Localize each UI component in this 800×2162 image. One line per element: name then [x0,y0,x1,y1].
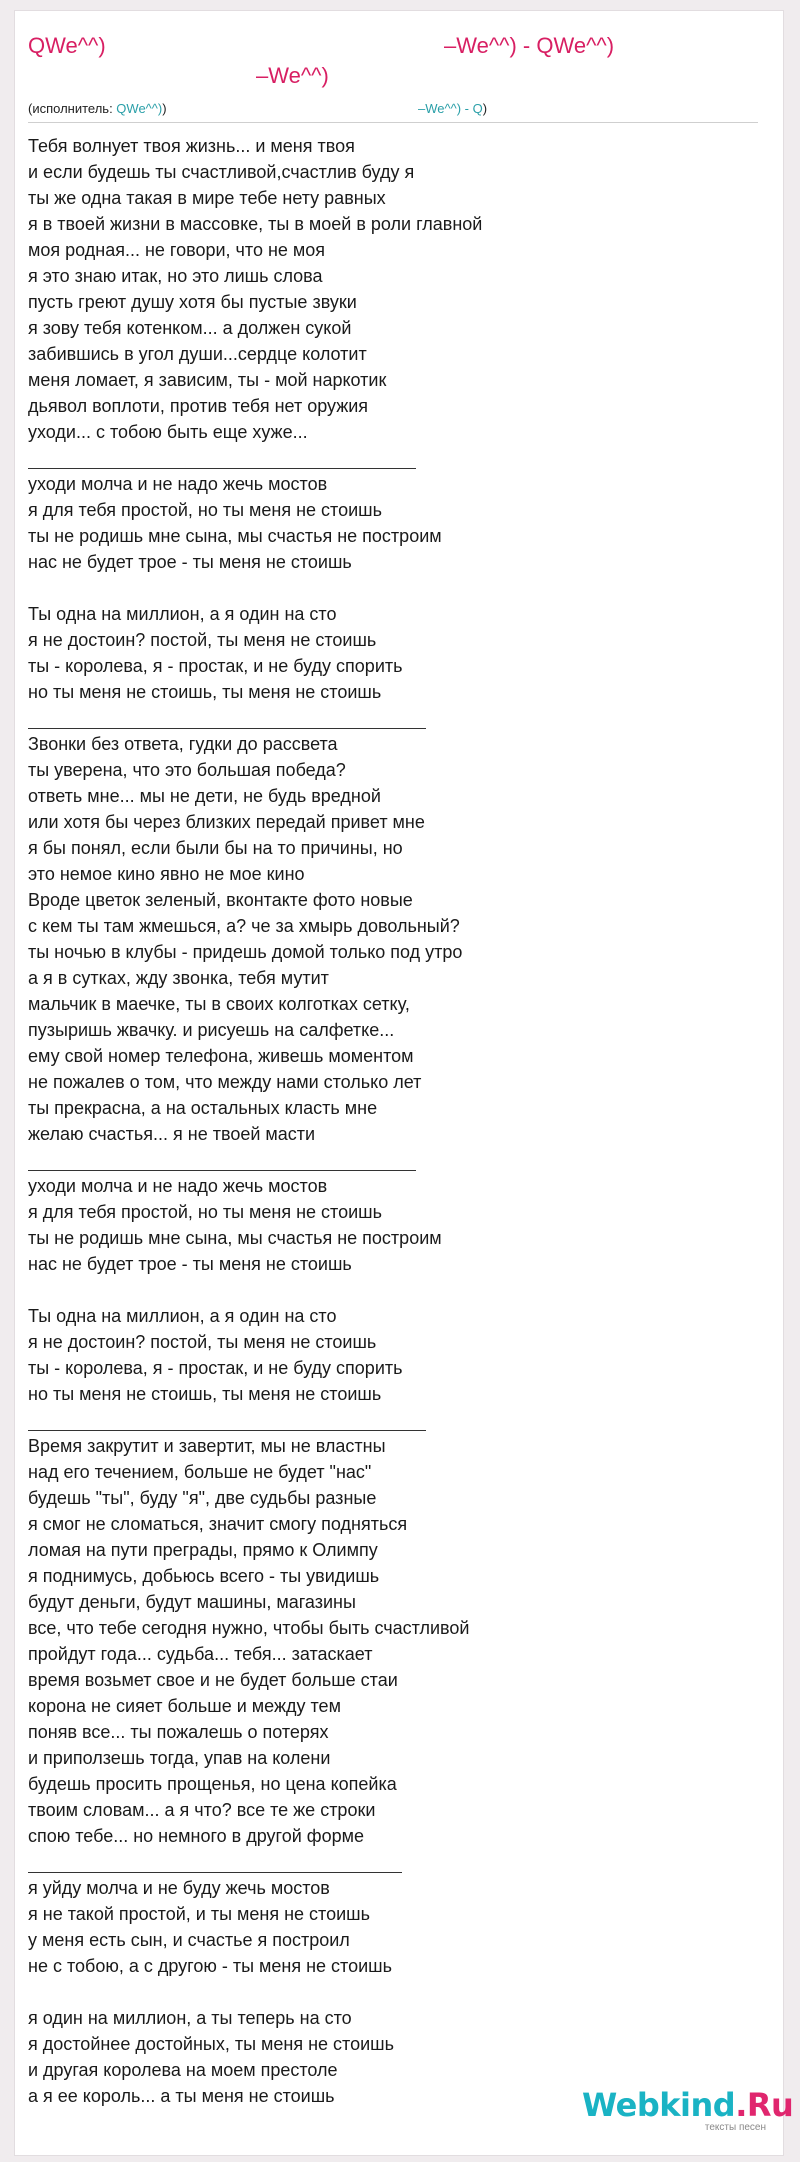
lyric-line: я поднимусь, добьюсь всего - ты увидишь [28,1566,380,1586]
lyric-line: ты уверена, что это большая победа? [28,760,346,780]
lyric-line: и приползешь тогда, упав на колени [28,1748,331,1768]
title-song: –We^^) - QWe^^) [444,33,615,58]
lyric-line: Ты одна на миллион, а я один на сто [28,604,337,624]
lyric-line: пусть греют душу хотя бы пустые звуки [28,292,357,312]
lyric-line: Ты одна на миллион, а я один на сто [28,1306,337,1326]
lyric-line: я зову тебя котенком... а должен сукой [28,318,352,338]
lyric-line: уходи молча и не надо жечь мостов [28,474,328,494]
lyric-line: я в твоей жизни в массовке, ты в моей в роли главной [28,214,483,234]
lyric-line: уходи молча и не надо жечь мостов [28,1176,328,1196]
lyric-line: меня ломает, я зависим, ты - мой наркотик [28,370,387,390]
lyric-line: с кем ты там жмешься, а? че за хмырь довольный? [28,916,460,936]
lyric-line: поняв все... ты пожалешь о потерях [28,1722,329,1742]
lyric-line: и другая королева на моем престоле [28,2060,338,2080]
lyric-line: я достойнее достойных, ты меня не стоишь [28,2034,394,2054]
lyric-line: я не достоин? постой, ты меня не стоишь [28,630,377,650]
lyric-line: я бы понял, если были бы на то причины, но [28,838,403,858]
lyric-line: пузыришь жвачку. и рисуешь на салфетке... [28,1020,395,1040]
lyric-line: Время закрутит и завертит, мы не властны [28,1436,386,1456]
divider-rule [28,1872,402,1873]
lyric-line: пройдут года... судьба... тебя... затаскает [28,1644,373,1664]
lyric-line: ты - королева, я - простак, и не буду спорить [28,1358,403,1378]
divider-rule [28,728,426,729]
lyric-line: Вроде цветок зеленый, вконтакте фото новые [28,890,413,910]
performer-close: ) [162,101,167,116]
lyric-line: ты ночью в клубы - придешь домой только под утро [28,942,463,962]
lyrics-body [28,133,768,2109]
title-song-continued: –We^^) [256,63,329,88]
lyric-line: я не достоин? постой, ты меня не стоишь [28,1332,377,1352]
lyric-line: желаю счастья... я не твоей масти [28,1124,316,1144]
divider-rule [28,1430,426,1431]
section-divider [28,1849,768,1875]
logo-tagline: тексты песен [704,2122,766,2133]
song-close: ) [482,101,488,116]
lyric-line: забившись в угол души...сердце колотит [28,344,367,364]
divider-rule [28,1170,416,1171]
stanza-gap [28,1979,768,2005]
lyric-line: Звонки без ответа, гудки до рассвета [28,734,338,754]
stanza-gap [28,575,768,601]
lyric-line: моя родная... не говори, что не моя [28,240,326,260]
lyric-line: время возьмет свое и не будет больше стаи [28,1670,398,1690]
lyric-line: у меня есть сын, и счастье я построил [28,1930,350,1950]
lyric-line: корона не сияет больше и между тем [28,1696,341,1716]
lyric-line: спою тебе... но немного в другой форме [28,1826,364,1846]
lyric-line: уходи... с тобою быть еще хуже... [28,422,308,442]
lyric-line: все, что тебе сегодня нужно, чтобы быть счастливой [28,1618,470,1638]
logo-tld: .Ru [735,2086,794,2124]
section-divider [28,705,768,731]
lyric-line: я для тебя простой, но ты меня не стоишь [28,500,382,520]
lyric-line: ты - королева, я - простак, и не буду спорить [28,656,403,676]
section-divider [28,1147,768,1173]
lyric-line: будешь "ты", буду "я", две судьбы разные [28,1488,377,1508]
site-logo[interactable] [582,2085,794,2135]
lyric-line: и если будешь ты счастливой,счастлив буду я [28,162,415,182]
lyric-line: будешь просить прощенья, но цена копейка [28,1774,397,1794]
performer-info [28,100,167,118]
logo-name: Webkind [582,2086,736,2124]
divider-rule [28,468,416,469]
section-divider [28,1407,768,1433]
song-link[interactable]: –We^^) - Q [418,101,483,116]
lyric-line: мальчик в маечке, ты в своих колготках сетку, [28,994,410,1014]
performer-label: (исполнитель: [28,101,117,116]
title-artist: QWe^^) [28,33,106,58]
lyric-line: дьявол воплоти, против тебя нет оружия [28,396,369,416]
lyric-line: а я в сутках, жду звонка, тебя мутит [28,968,329,988]
lyric-line: не с тобою, а с другою - ты меня не стоишь [28,1956,392,1976]
lyric-line: над его течением, больше не будет "нас" [28,1462,372,1482]
lyric-line: ты же одна такая в мире тебе нету равных [28,188,386,208]
lyric-line: ответь мне... мы не дети, не будь вредной [28,786,381,806]
lyric-line: но ты меня не стоишь, ты меня не стоишь [28,682,382,702]
logo-wordmark [582,2085,793,2125]
section-divider [28,445,768,471]
lyric-line: я не такой простой, и ты меня не стоишь [28,1904,370,1924]
lyric-line: ему свой номер телефона, живешь моментом [28,1046,414,1066]
lyric-line: ты не родишь мне сына, мы счастья не построим [28,1228,442,1248]
lyric-line: твоим словам... а я что? все те же строки [28,1800,376,1820]
performer-link[interactable]: QWe^^) [116,101,163,116]
lyric-line: не пожалев о том, что между нами столько лет [28,1072,422,1092]
lyric-line: я уйду молча и не буду жечь мостов [28,1878,330,1898]
stanza-gap [28,1277,768,1303]
lyric-line: но ты меня не стоишь, ты меня не стоишь [28,1384,382,1404]
lyric-line: будут деньги, будут машины, магазины [28,1592,356,1612]
song-info [418,100,487,118]
lyric-line: я один на миллион, а ты теперь на сто [28,2008,352,2028]
lyric-line: это немое кино явно не мое кино [28,864,305,884]
header-divider [28,122,758,123]
lyric-line: нас не будет трое - ты меня не стоишь [28,1254,352,1274]
lyric-line: Тебя волнует твоя жизнь... и меня твоя [28,136,355,156]
lyric-line: ломая на пути преграды, прямо к Олимпу [28,1540,378,1560]
lyric-line: ты не родишь мне сына, мы счастья не построим [28,526,442,546]
lyric-line: ты прекрасна, а на остальных класть мне [28,1098,378,1118]
lyric-line: а я ее король... а ты меня не стоишь [28,2086,335,2106]
lyric-line: я смог не сломаться, значит смогу подняться [28,1514,408,1534]
lyric-line: нас не будет трое - ты меня не стоишь [28,552,352,572]
lyric-line: я это знаю итак, но это лишь слова [28,266,323,286]
lyric-line: или хотя бы через близких передай привет мне [28,812,425,832]
lyric-line: я для тебя простой, но ты меня не стоишь [28,1202,382,1222]
